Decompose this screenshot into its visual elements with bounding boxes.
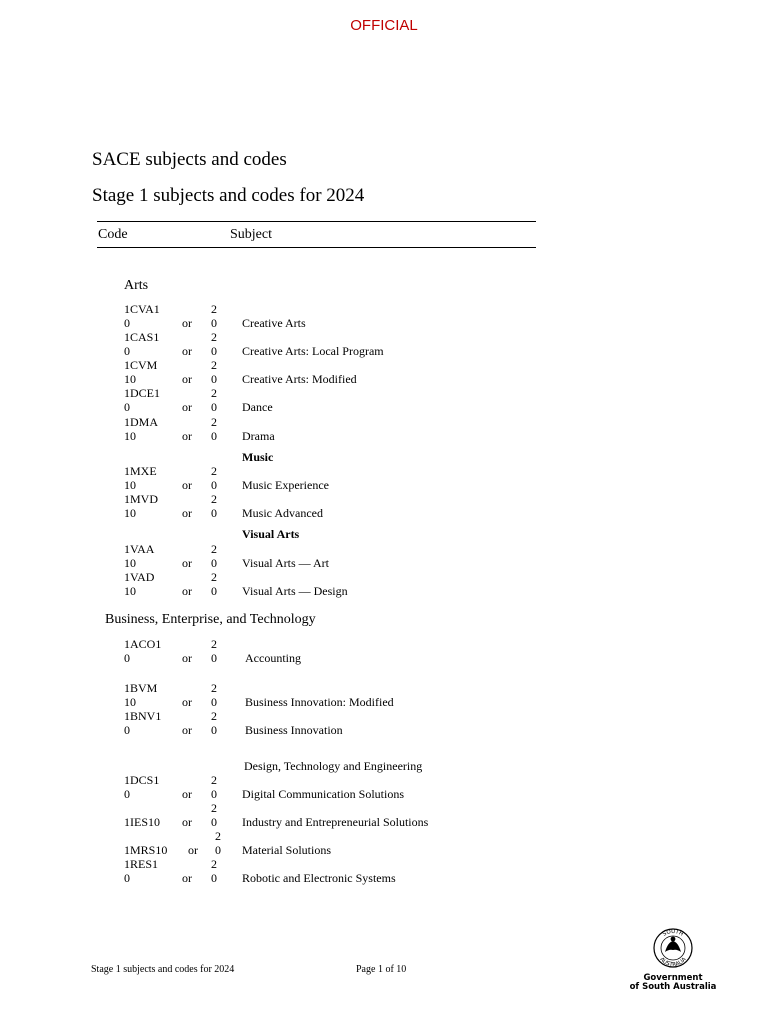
credits-lower: 0	[211, 723, 217, 737]
logo-government-line: Government	[643, 973, 703, 983]
subject-code: 1BNV1	[124, 709, 162, 723]
subject-code: 1CVM	[124, 358, 158, 372]
subject-name: Digital Communication Solutions	[242, 787, 404, 801]
or-separator: or	[182, 787, 192, 801]
subject-code: 1VAA	[124, 542, 155, 556]
subject-name: Drama	[242, 429, 275, 443]
table-top-rule	[97, 221, 536, 222]
subject-code: 1RES1	[124, 857, 159, 871]
credits-upper: 2	[211, 542, 217, 556]
subject-code: 1VAD	[124, 570, 155, 584]
or-separator: or	[182, 478, 192, 492]
column-header-code: Code	[98, 227, 128, 242]
subject-code: 1DCE1	[124, 386, 160, 400]
subsection-heading-design: Design, Technology and Engineering	[244, 759, 423, 773]
subject-code-cont: 0	[124, 723, 130, 737]
subject-name: Creative Arts: Modified	[242, 372, 357, 386]
subsection-heading-music: Music	[242, 450, 274, 464]
credits-upper: 2	[211, 709, 217, 723]
subject-code: 1CAS1	[124, 330, 160, 344]
subject-code-cont: 10	[124, 556, 136, 570]
subject-name: Dance	[242, 400, 273, 414]
subject-name: Visual Arts — Art	[242, 556, 329, 570]
subject-code: 1MRS10	[124, 843, 168, 857]
credits-upper: 2	[211, 857, 217, 871]
logo-state-line: of South Australia	[629, 982, 717, 992]
subject-code-cont: 0	[124, 787, 130, 801]
credits-upper: 2	[211, 302, 217, 316]
column-header-subject: Subject	[230, 227, 272, 242]
credits-upper: 2	[211, 570, 217, 584]
or-separator: or	[182, 815, 192, 829]
credits-lower: 0	[211, 584, 217, 598]
subject-code-cont: 10	[124, 506, 136, 520]
or-separator: or	[182, 429, 192, 443]
credits-lower: 0	[215, 843, 221, 857]
subsection-heading-visual-arts: Visual Arts	[242, 527, 300, 541]
subject-code: 1MVD	[124, 492, 159, 506]
credits-upper: 2	[211, 330, 217, 344]
logo-arc-text-bottom: AUSTRALIA	[658, 956, 688, 969]
subject-name: Business Innovation	[245, 723, 343, 737]
subject-name: Business Innovation: Modified	[245, 695, 394, 709]
or-separator: or	[182, 344, 192, 358]
credits-upper: 2	[211, 358, 217, 372]
subject-name: Robotic and Electronic Systems	[242, 871, 396, 885]
subject-name: Material Solutions	[242, 843, 331, 857]
subject-name: Visual Arts — Design	[242, 584, 348, 598]
subject-code: 1CVA1	[124, 302, 160, 316]
or-separator: or	[188, 843, 198, 857]
or-separator: or	[182, 400, 192, 414]
or-separator: or	[182, 695, 192, 709]
or-separator: or	[182, 723, 192, 737]
subject-name: Industry and Entrepreneurial Solutions	[242, 815, 429, 829]
credits-lower: 0	[211, 787, 217, 801]
credits-lower: 0	[211, 429, 217, 443]
footer-document-title: Stage 1 subjects and codes for 2024	[91, 964, 235, 975]
subject-code-cont: 0	[124, 344, 130, 358]
credits-lower: 0	[211, 372, 217, 386]
footer-page-number: Page 1 of 10	[356, 964, 407, 975]
subject-code-cont: 10	[124, 478, 136, 492]
credits-upper: 2	[211, 801, 217, 815]
credits-lower: 0	[211, 400, 217, 414]
subject-code-cont: 0	[124, 871, 130, 885]
subject-code: 1DMA	[124, 415, 159, 429]
or-separator: or	[182, 556, 192, 570]
credits-lower: 0	[211, 316, 217, 330]
or-separator: or	[182, 372, 192, 386]
credits-lower: 0	[211, 651, 217, 665]
credits-upper: 2	[211, 386, 217, 400]
subject-code-cont: 10	[124, 429, 136, 443]
credits-upper: 2	[211, 681, 217, 695]
subject-name: Music Advanced	[242, 506, 323, 520]
or-separator: or	[182, 584, 192, 598]
section-heading-business: Business, Enterprise, and Technology	[105, 612, 316, 627]
subject-code: 1MXE	[124, 464, 157, 478]
subject-code: 1ACO1	[124, 637, 162, 651]
subject-name: Music Experience	[242, 478, 329, 492]
page-title: SACE subjects and codes	[92, 149, 287, 170]
credits-lower: 0	[211, 506, 217, 520]
credits-upper: 2	[211, 415, 217, 429]
subject-code: 1BVM	[124, 681, 158, 695]
subject-code-cont: 10	[124, 695, 136, 709]
subject-name: Accounting	[245, 651, 301, 665]
credits-lower: 0	[211, 478, 217, 492]
subject-code: 1DCS1	[124, 773, 160, 787]
subject-code-cont: 10	[124, 584, 136, 598]
subject-code: 1IES10	[124, 815, 160, 829]
subject-code-cont: 0	[124, 316, 130, 330]
credits-lower: 0	[211, 344, 217, 358]
table-header-rule	[97, 247, 536, 248]
page-subtitle: Stage 1 subjects and codes for 2024	[92, 185, 365, 206]
credits-upper: 2	[211, 773, 217, 787]
credits-lower: 0	[211, 815, 217, 829]
or-separator: or	[182, 651, 192, 665]
subject-code-cont: 0	[124, 651, 130, 665]
credits-upper: 2	[211, 492, 217, 506]
subject-code-cont: 0	[124, 400, 130, 414]
logo-arc-text-top: SOUTH	[661, 928, 685, 938]
government-of-south-australia-logo	[628, 928, 718, 992]
official-classification-label: OFFICIAL	[350, 17, 418, 34]
credits-upper: 2	[215, 829, 221, 843]
or-separator: or	[182, 506, 192, 520]
credits-upper: 2	[211, 464, 217, 478]
credits-upper: 2	[211, 637, 217, 651]
piping-shrike-crest-icon	[628, 928, 718, 992]
credits-lower: 0	[211, 695, 217, 709]
credits-lower: 0	[211, 556, 217, 570]
or-separator: or	[182, 316, 192, 330]
subject-code-cont: 10	[124, 372, 136, 386]
section-heading-arts: Arts	[124, 278, 149, 293]
credits-lower: 0	[211, 871, 217, 885]
subject-name: Creative Arts: Local Program	[242, 344, 384, 358]
svg-text:AUSTRALIA	[658, 956, 688, 968]
subject-name: Creative Arts	[242, 316, 306, 330]
or-separator: or	[182, 871, 192, 885]
